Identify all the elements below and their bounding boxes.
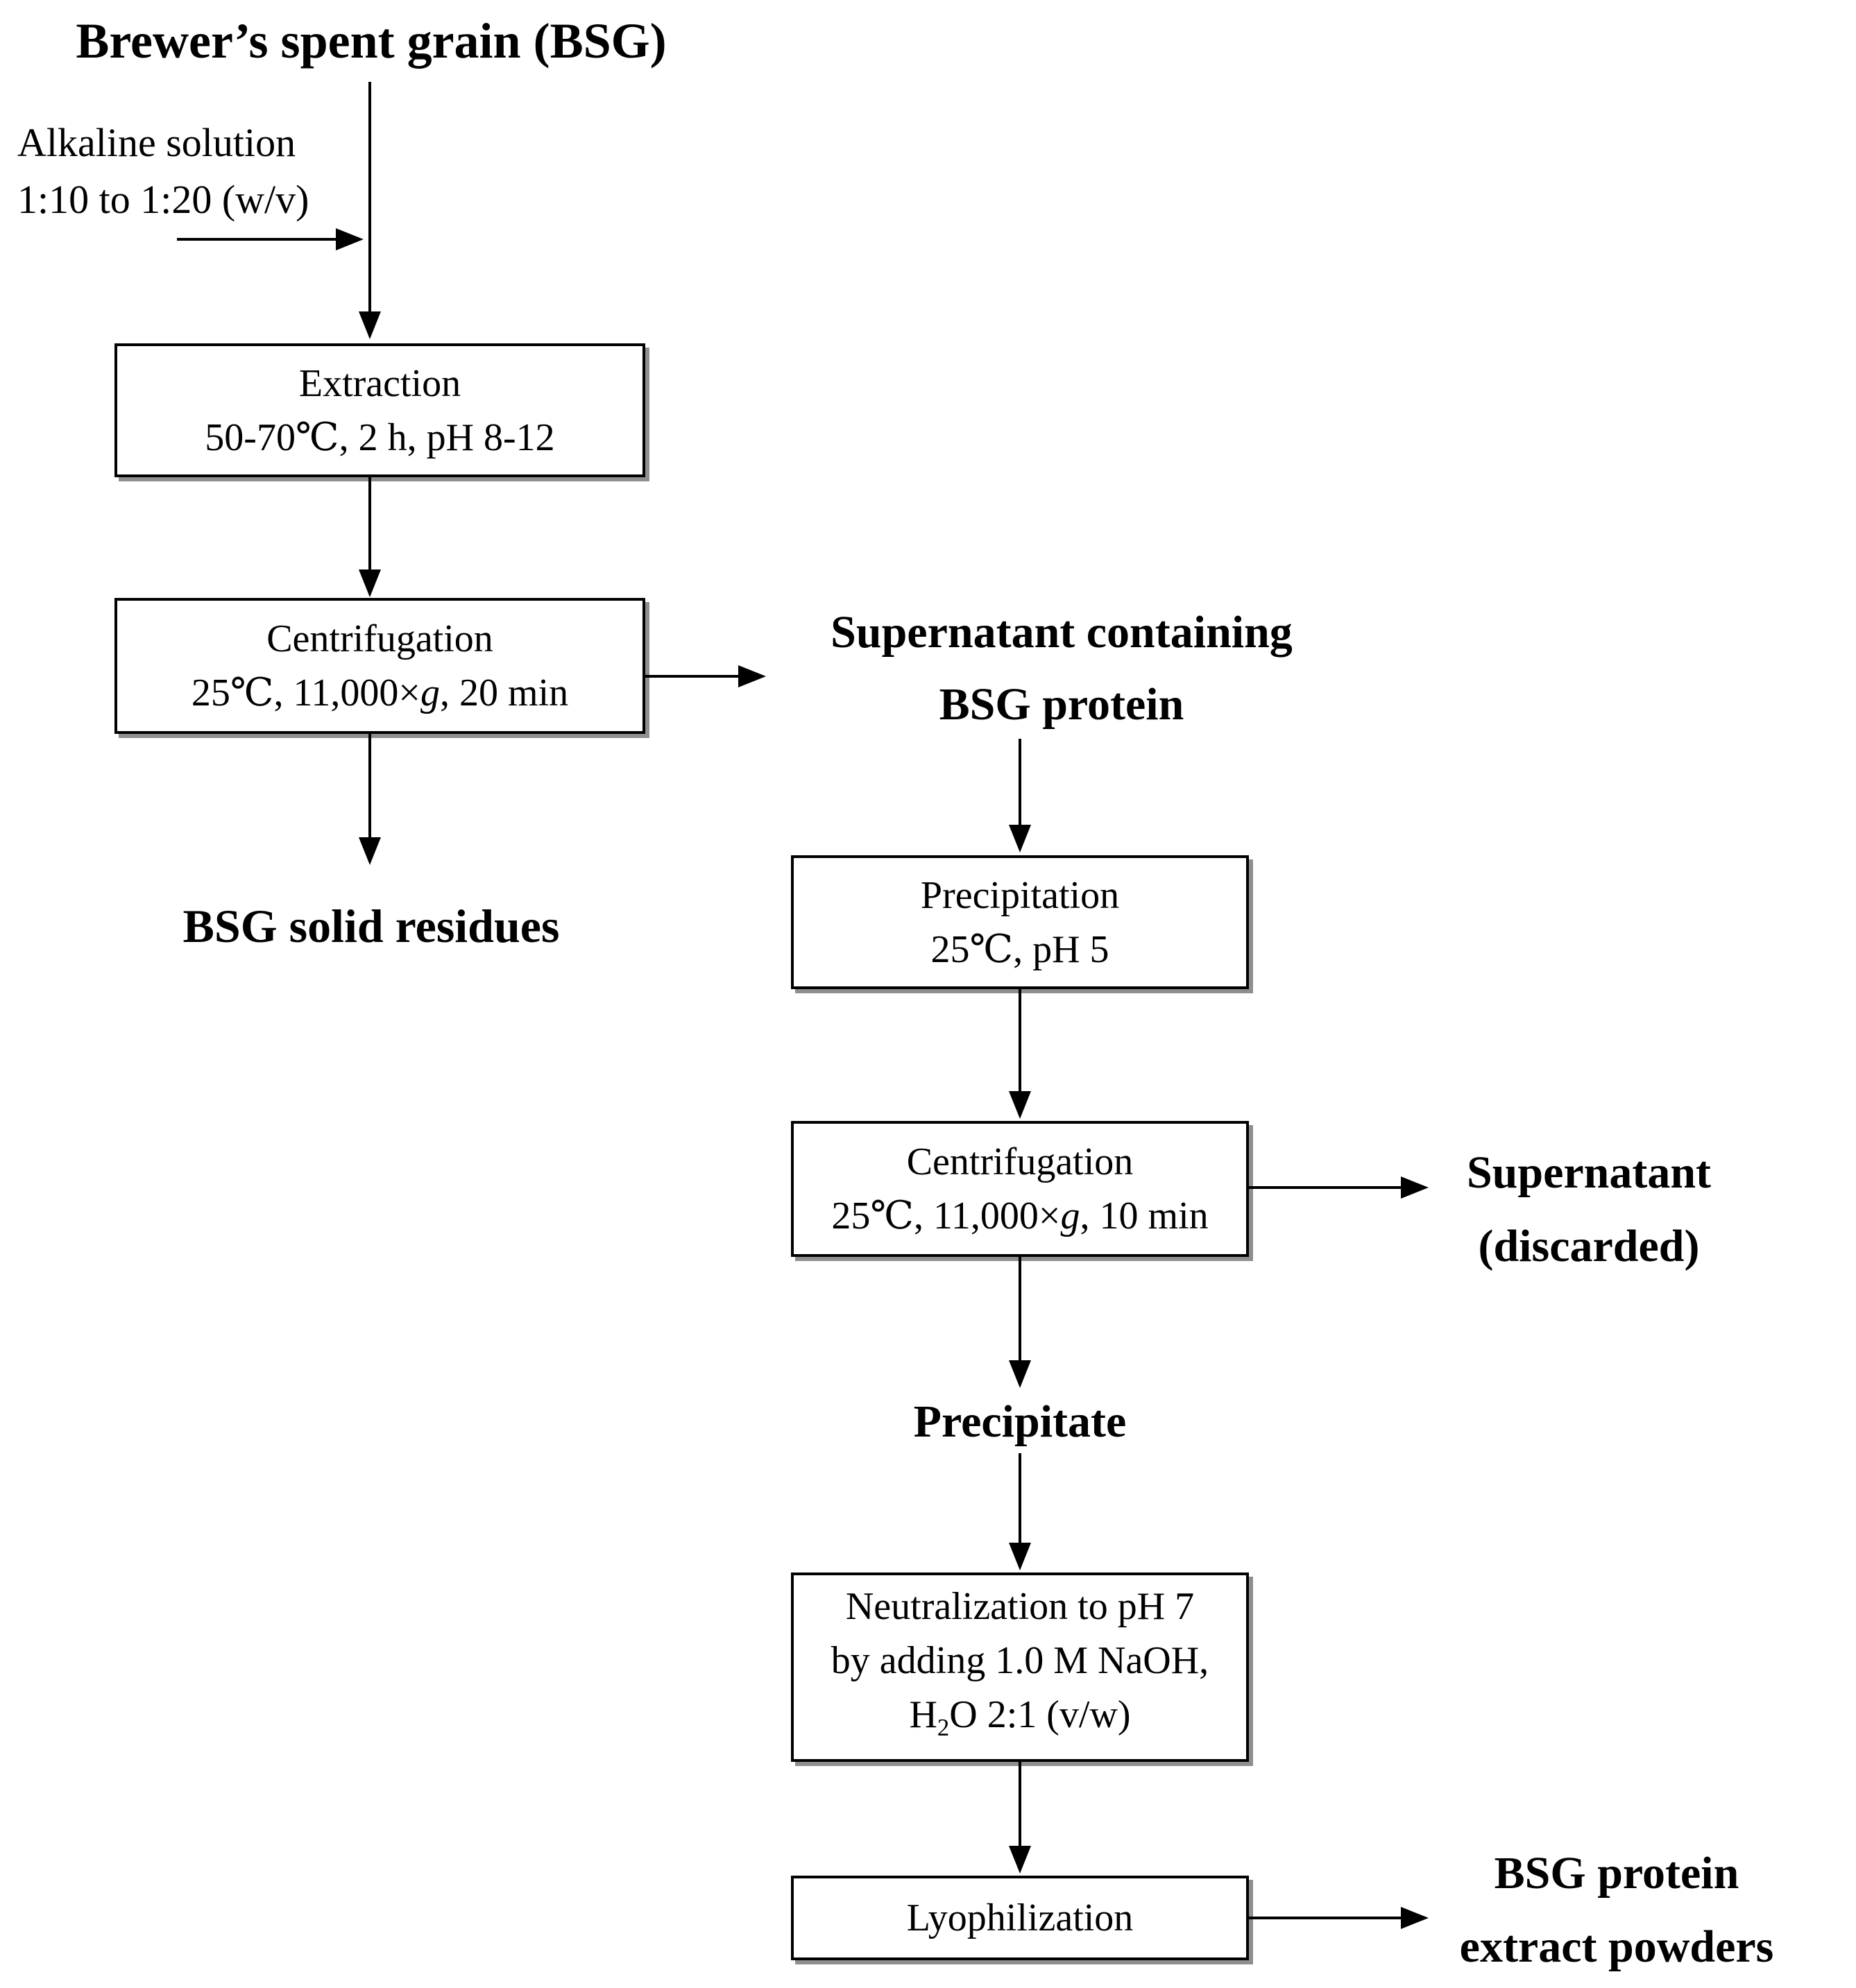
neutralization-line2: by adding 1.0 M NaOH, xyxy=(831,1638,1209,1682)
centrifugation1-conditions: 25℃, 11,000×g, 20 min xyxy=(191,671,569,714)
arrow-title-to-extraction xyxy=(368,82,371,312)
arrow-supernatant-to-precipitation xyxy=(1019,739,1021,825)
extraction-step-name: Extraction xyxy=(298,361,461,405)
box-neutralization xyxy=(791,1573,1249,1762)
supernatant-discarded-line1: Supernatant xyxy=(1466,1147,1712,1198)
protein-powders-line2: extract powders xyxy=(1459,1921,1774,1972)
neutralization-line1: Neutralization to pH 7 xyxy=(845,1584,1195,1628)
arrow-extraction-to-centrifugation1 xyxy=(368,477,371,570)
bsg-solid-residues-label: BSG solid residues xyxy=(182,900,560,952)
arrow-lyophilization-to-powders xyxy=(1249,1917,1402,1919)
arrow-centrifugation2-to-precipitate xyxy=(1019,1257,1021,1361)
supernatant-protein-line2: BSG protein xyxy=(939,679,1184,730)
arrow-alkaline-into-flow xyxy=(177,238,337,241)
protein-powders-line1: BSG protein xyxy=(1494,1848,1739,1899)
box-precipitation xyxy=(791,855,1249,989)
centrifugation1-step-name: Centrifugation xyxy=(266,617,493,660)
protein-powders-label xyxy=(1422,1837,1811,1984)
arrow-neutralization-to-lyophilization xyxy=(1019,1762,1021,1846)
arrow-centrifugation2-to-discarded xyxy=(1249,1186,1402,1189)
supernatant-discarded-label xyxy=(1415,1136,1762,1283)
precipitate-label: Precipitate xyxy=(913,1396,1127,1447)
alkaline-solution-line2: 1:10 to 1:20 (w/v) xyxy=(17,177,309,222)
centrifugation2-step-name: Centrifugation xyxy=(906,1140,1134,1183)
neutralization-line3: $H_2O$ 2:1 (v/w) xyxy=(909,1693,1131,1742)
supernatant-protein-label xyxy=(763,597,1360,741)
box-centrifugation-1 xyxy=(114,598,645,734)
lyophilization-step-name: Lyophilization xyxy=(906,1896,1134,1939)
arrow-precipitate-to-neutralization xyxy=(1019,1453,1021,1543)
page-title: Brewer’s spent grain (BSG) xyxy=(76,13,667,69)
alkaline-solution-label xyxy=(17,114,309,228)
arrow-centrifugation1-to-supernatant xyxy=(645,675,739,678)
arrow-centrifugation1-to-residues xyxy=(368,734,371,838)
supernatant-discarded-line2: (discarded) xyxy=(1478,1221,1700,1271)
box-extraction xyxy=(114,343,645,477)
box-centrifugation-2 xyxy=(791,1121,1249,1257)
alkaline-solution-line1: Alkaline solution xyxy=(17,120,296,165)
precipitation-step-name: Precipitation xyxy=(920,873,1120,917)
supernatant-protein-line1: Supernatant containing xyxy=(831,607,1293,658)
arrow-precipitation-to-centrifugation2 xyxy=(1019,989,1021,1092)
box-lyophilization xyxy=(791,1876,1249,1960)
precipitation-conditions: 25℃, pH 5 xyxy=(930,927,1109,971)
centrifugation2-conditions: 25℃, 11,000×g, 10 min xyxy=(831,1194,1209,1237)
extraction-conditions: 50-70℃, 2 h, pH 8-12 xyxy=(205,415,555,459)
